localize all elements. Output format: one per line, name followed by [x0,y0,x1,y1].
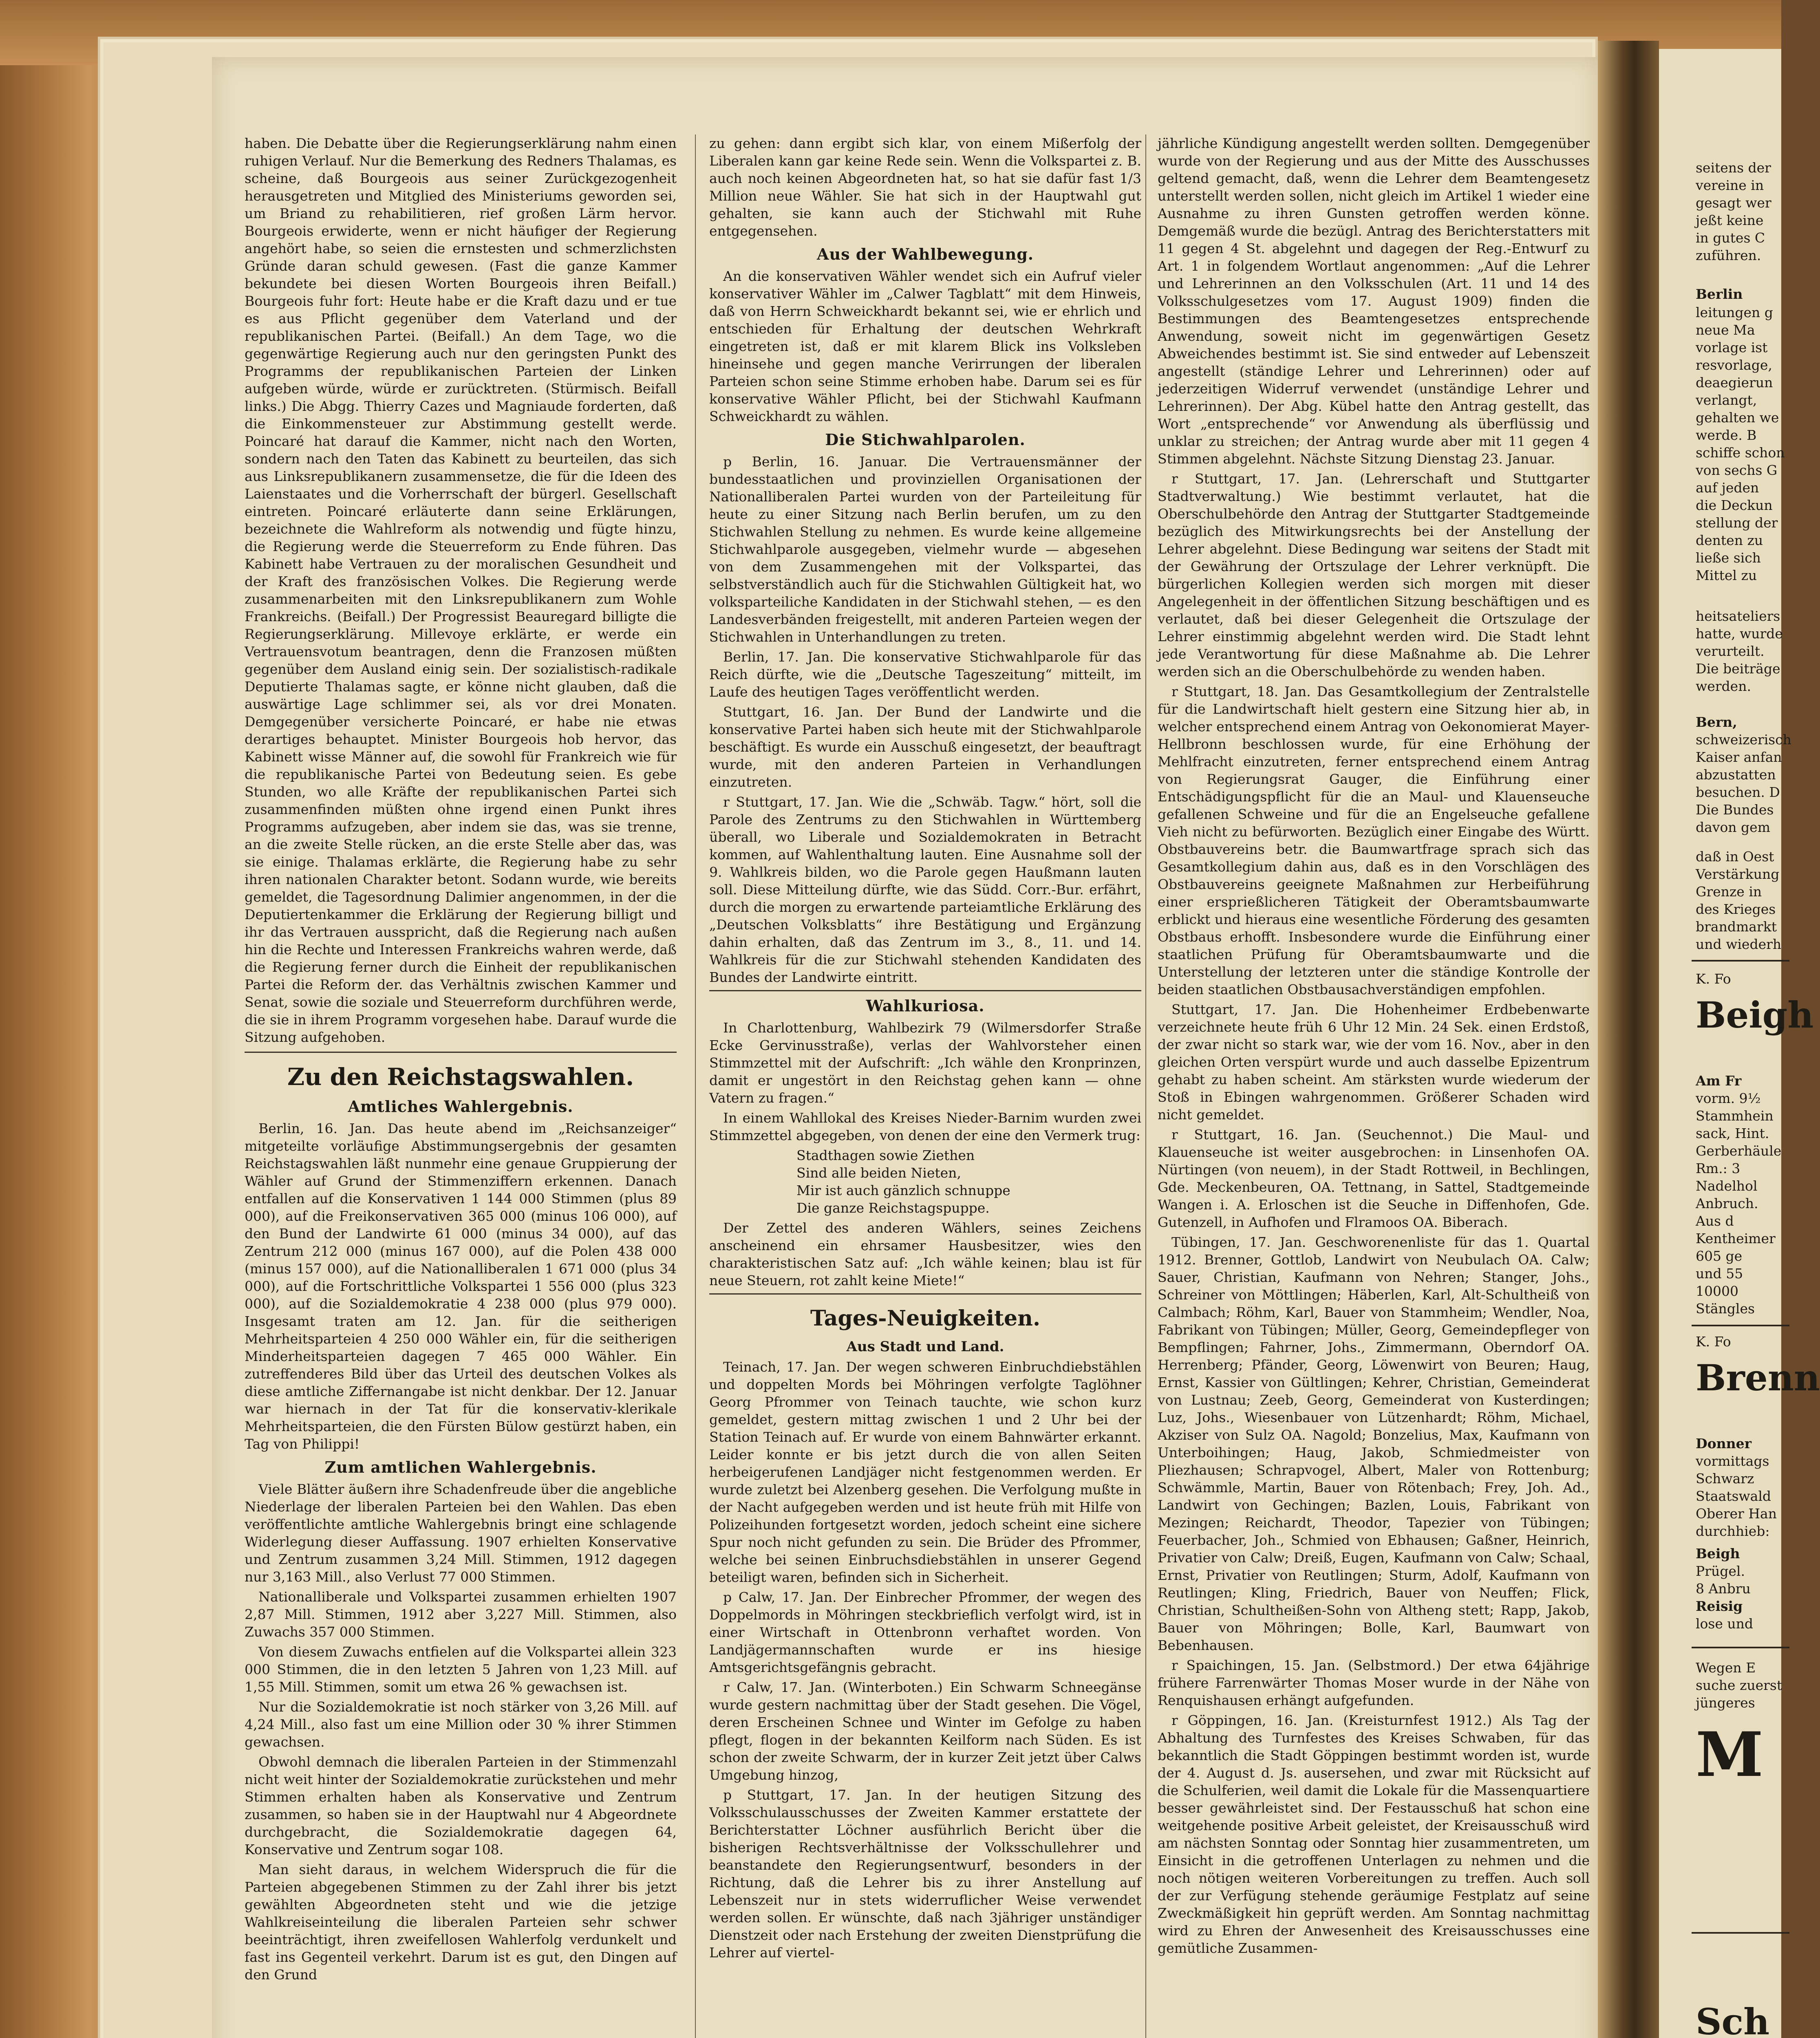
text-line: Rm.: 3 [1696,1160,1741,1176]
text-line: Reisig [1696,1598,1743,1614]
text-line: die Deckun [1696,497,1773,513]
ad-heading: Brenn [1696,1356,1820,1399]
heading-amtliches-wahlergebnis: Amtliches Wahlergebnis. [348,1097,574,1116]
poem [709,1147,1141,1217]
text-line: lose und [1696,1616,1754,1632]
text-line: Kaiser anfan [1696,749,1782,765]
ad-heading: M [1696,1719,1764,1791]
paragraph: r Göppingen, 16. Jan. (Kreisturnfest 1912.) Als Tag der Abhaltung des Turnfestes des Kreises Schwaben, für das bekanntlich die Stadt Göppingen bestimmt worden ist, wurde der 4. August d. Js. ausersehen, und zwar mit Rücksicht auf die Schulferien, weil damit die Lokale für die Massenquartiere besser gewährleistet sind. Der Festausschuß hat schon eine weitgehende positive Arbeit geleistet, der Kreisausschuß wird am nächsten Sonntag oder Sonntag hier zusammentreten, um Einsicht in die getroffenen Unterlagen zu nehmen und die noch nötigen weiteren Vorbereitungen zu treffen. Auch soll der zur Verfügung stehende geräumige Festplatz auf seine Zweckmäßigkeit hin geprüft werden. Am Sonntag nachmittag wird zu Ehren der Anwesenheit des Kreisausschusses eine gemütliche Zusammen- [1158,1712,1590,1956]
text-line: besuchen. D [1696,784,1780,800]
text-line: Wegen E [1696,1660,1756,1676]
text-line: Aus d [1696,1213,1734,1229]
paragraph: zu gehen: dann ergibt sich klar, von einem Mißerfolg der Liberalen kann gar keine Rede sein. Wenn die Volkspartei z. B. auch noch keinen Abgeordneten hat, so hat sie dafür fast 1/3 Million neue Wähler. Sie hat sich in der Hauptwahl gut gehalten, sie kann auch der Stichwahl mit Ruhe entgegensehen. [709,135,1141,239]
text-line: vorm. 9½ [1696,1090,1761,1106]
text-line: suche zuerst [1696,1677,1782,1693]
paragraph: Viele Blätter äußern ihre Schadenfreude über die angebliche Niederlage der liberalen Parteien bei den Wahlen. Das eben veröffentlichte amtliche Wahlergebnis bringt eine schlagende Widerlegung dieser Auffassung. 1907 erhielten Konservative und Zentrum zusammen 3,24 Mill. Stimmen, 1912 dagegen nur 3,163 Mill., also Verlust 77 000 Stimmen. [245,1481,677,1585]
text-line: verlangt, [1696,392,1757,408]
column-3 [1158,135,1590,1959]
paragraph: Tübingen, 17. Jan. Geschworenenliste für das 1. Quartal 1912. Brenner, Gottlob, Landwirt von Neubulach OA. Calw; Sauer, Christian, Kaufmann von Nehren; Stanger, Johs., Schreiner von Möttlingen; Häberlen, Karl, Alt-Schultheiß von Calmbach; Röhm, Karl, Bauer von Stammheim; Wendler, Noa, Fabrikant von Tübingen; Müller, Georg, Gemeindepfleger von Bempflingen; Fahrner, Johs., Zimmermann, Oberndorf OA. Herrenberg; Pfänder, Georg, Löwenwirt von Beuren; Haug, Ernst, Kassier von Gültlingen; Kehrer, Christian, Gemeinderat von Lustnau; Zeeb, Georg, Gemeinderat von Kusterdingen; Luz, Johs., Wiesenbauer von Lützenhardt; Röhm, Michael, Akziser von Sulz OA. Nagold; Bonzelius, Max, Kaufmann von Unterboihingen; Haug, Jakob, Schmiedmeister von Pliezhausen; Schrapvogel, Albert, Maler von Rottenburg; Schwämmle, Martin, Bauer von Rötenbach; Frey, Joh. Ad., Landwirt von Gechingen; Bazlen, Louis, Fabrikant von Mezingen; Reichardt, Theodor, Tapezier von Tübingen; Feuerbacher, Joh., Schmied von Ebhausen; Gaßner, Heinrich, Privatier von Calw; Dreiß, Eugen, Kaufmann von Calw; Schaal, Ernst, Privatier von Reutlingen; Sturm, Adolf, Kaufmann von Reutlingen; Kling, Friedrich, Bauer von Neuffen; Flick, Christian, Schultheißen-Sohn von Altheng stett; Rapp, Jakob, Bauer von Möhringen; Bolle, Karl, Baumwart von Bebenhausen. [1158,1234,1590,1653]
paragraph: Nationalliberale und Volkspartei zusammen erhielten 1907 2,87 Mill. Stimmen, 1912 aber 3,227 Mill. Stimmen, also Zuwachs 357 000 Stimmen. [245,1589,677,1640]
text-line: vormittags [1696,1453,1769,1469]
section-rule [709,990,1141,991]
text-line: Grenze in [1696,884,1762,900]
text-line: verurteilt. [1696,643,1765,659]
column-separator [1145,135,1146,2038]
paragraph: In einem Wahllokal des Kreises Nieder-Barnim wurden zwei Stimmzettel abgegeben, von denen der eine den Vermerk trug: [709,1110,1141,1143]
poem-line: Die ganze Reichstagspuppe. [796,1200,990,1216]
text-line: hatte, wurde [1696,626,1783,642]
text-line: Stängles [1696,1301,1755,1317]
ad-heading: Sch [1696,2001,1770,2038]
paragraph: r Calw, 17. Jan. (Winterboten.) Ein Schwarm Schneegänse wurde gestern nachmittag über der Stadt gesehen. Die Vögel, deren Erscheinen Schnee und Winter im Gefolge zu haben pflegt, flogen in der bekannten Keilform nach Süden. Es ist schon der zweite Schwarm, der in kurzer Zeit jetzt über Calws Umgebung hinzog, [709,1679,1141,1783]
paragraph: Nur die Sozialdemokratie ist noch stärker von 3,26 Mill. auf 4,24 Mill., also fast um eine Million oder 30 % ihrer Stimmen gewachsen. [245,1699,677,1750]
section-rule [1692,1325,1789,1326]
paragraph: Man sieht daraus, in welchem Widerspruch die für die Parteien abgegebenen Stimmen zu der Zahl ihrer bis jetzt gewählten Abgeordneten steht und wie die jetzige Wahlkreiseinteilung die liberalen Parteien sehr schwer beeinträchtigt, ihren zweifellosen Wahlerfolg verdunkelt und fast ins Gegenteil verkehrt. Darum ist es gut, den Dingen auf den Grund [245,1862,677,1983]
text-line: des Krieges [1696,901,1776,917]
text-line: Nadelhol [1696,1178,1758,1194]
paragraph: Stuttgart, 16. Jan. Der Bund der Landwirte und die konservative Partei haben sich heute mit der Stichwahlparole beschäftigt. Es wurde ein Ausschuß eingesetzt, der beauftragt wurde, mit den anderen Parteien in Verhandlungen einzutreten. [709,704,1141,790]
text-line: von sechs G [1696,462,1778,478]
text-line: K. Fo [1696,1334,1731,1350]
text-line: Stammhein [1696,1108,1774,1124]
text-line: Prügel. [1696,1563,1745,1579]
paragraph: Berlin, 17. Jan. Die konservative Stichwahlparole für das Reich dürfte, wie die „Deutsche Tageszeitung“ mitteilt, im Laufe des heutigen Tages veröffentlicht werden. [709,649,1141,700]
text-line: brandmarkt [1696,919,1777,935]
paragraph: In Charlottenburg, Wahlbezirk 79 (Wilmersdorfer Straße Ecke Gervinusstraße), verlas der Wahlvorsteher einen Stimmzettel mit der Aufschrift: „Ich wähle den Kronprinzen, damit er ungestört in den Reichstag gehen kann — ohne Vatern zu fragen.“ [709,1020,1141,1106]
text-line: Oberer Han [1696,1506,1777,1522]
text-line: resvorlage, [1696,357,1772,373]
text-line: Staatswald [1696,1488,1771,1504]
heading-wahlkuriosa: Wahlkuriosa. [866,997,985,1015]
text-line: Donner [1696,1436,1752,1451]
poem-line: Sind alle beiden Nieten, [796,1165,961,1181]
text-line: vorlage ist [1696,340,1768,355]
text-line: gesagt wer [1696,195,1771,211]
paragraph: Obwohl demnach die liberalen Parteien in der Stimmenzahl nicht weit hinter der Sozialdemokratie zurückstehen und mehr Stimmen erhalten haben als Konservative und Zentrum zusammen, so haben sie in der Hauptwahl nur 4 Abgeordnete durchgebracht, die Sozialdemokratie dagegen 64, Konservative und Zentrum sogar 108. [245,1754,677,1857]
text-line: Die beiträge [1696,661,1780,677]
paragraph: Teinach, 17. Jan. Der wegen schweren Einbruchdiebstählen und doppelten Mords bei Möhringen verfolgte Taglöhner Georg Pfrommer von Teinach tauchte, wie schon kurz gemeldet, gestern mittag zwischen 1 und 2 Uhr bei der Station Teinach auf. Er wurde von einem Bahnwärter erkannt. Leider konnte er bis jetzt durch die von allen Seiten herbeigerufenen Landjäger nicht festgenommen werden. Er wurde zuletzt bei Alzenberg gesehen. Die Verfolgung mußte in der Nacht aufgegeben werden und ist heute früh mit Hilfe von Polizeihunden fortgesetzt worden, jedoch scheint eine sichere Spur noch nicht gefunden zu sein. Die Brüder des Pfrommer, welche bei seinen Einbruchsdiebstählen in unserer Gegend beteiligt waren, befinden sich in Sicherheit. [709,1359,1141,1585]
text-line: ließe sich [1696,550,1761,566]
heading-stadt-und-land: Aus Stadt und Land. [846,1339,1004,1355]
text-line: werde. B [1696,427,1757,443]
text-line: Die Bundes [1696,802,1774,818]
text-line: deaegierun [1696,375,1773,390]
heading-wahlbewegung: Aus der Wahlbewegung. [816,245,1034,263]
text-line: sack, Hint. [1696,1125,1769,1141]
text-line: schiffe schon [1696,445,1785,461]
poem-line: Stadthagen sowie Ziethen [796,1147,975,1163]
heading-tages-neuigkeiten: Tages-Neuigkeiten. [810,1306,1041,1331]
text-line: schweizerisch [1696,732,1791,748]
section-rule [245,1052,677,1053]
paragraph: p Berlin, 16. Januar. Die Vertrauensmänner der bundesstaatlichen und provinziellen Organisationen der Nationalliberalen Partei wurden von der Parteileitung für heute zu einer Sitzung nach Berlin berufen, um zu den Stichwahlen Stellung zu nehmen. Es wurde keine allgemeine Stichwahlparole ausgegeben, vielmehr wurde — abgesehen von dem Zusammengehen mit der Volkspartei, das selbstverständlich auch für die Stichwahlen Gültigkeit hat, wo volksparteiliche Kandidaten in der Stichwahl stehen, — es den Landesverbänden freigestellt, mit anderen Parteien wegen der Stichwahlen in Unterhandlungen zu treten. [709,454,1141,645]
column-separator [695,135,696,2038]
column-1 [245,135,677,1986]
section-rule [1692,1932,1789,1934]
book-gutter [1598,41,1659,2038]
paragraph: Der Zettel des anderen Wählers, seines Zeichens anscheinend ein ehrsamer Hausbesitzer, wies den charakteristischen Satz auf: „Ich wähle keinen; blau ist für neue Steuern, rot zahlt keine Miete!“ [709,1220,1141,1288]
text-line: vereine in [1696,177,1764,193]
section-rule [709,1293,1141,1295]
text-line: Bern, [1696,714,1737,730]
paragraph: r Stuttgart, 18. Jan. Das Gesamtkollegium der Zentralstelle für die Landwirtschaft hielt gestern eine Sitzung hier ab, in welcher entsprechend einem Antrag von Oekonomierat Mayer-Hellbronn beschlossen wurde, für eine Erhöhung der Mehlfracht einzutreten, ferner entsprechend einem Antrag von Regierungsrat Gauger, die Einführung einer Entschädigungspflicht für die an Maul- und Klauenseuche gefallenen Schweine und für die an Engelseuche gefallene Vieh nicht zu befürworten. Bezüglich einer Eingabe des Württ. Obstbauvereins betr. die Baumwartfrage sprach sich das Gesamtkollegium dahin aus, daß es in den Vorschlägen des Obstbauvereins geeignete Maßnahmen zur Herbeiführung einer ersprießlicheren Tätigkeit der Oberamtsbaumwarte erblickt und hieraus eine wesentliche Förderung des gesamten Obstbaus erhofft. Insbesondere wurde die Einführung einer staatlichen Prüfung für Oberamtsbaumwarte und die Unterstellung der letzteren unter die ständige Kontrolle der beiden staatlichen Obstbausachverständigen empfohlen. [1158,684,1590,997]
text-line: denten zu [1696,532,1763,548]
text-line: stellung der [1696,515,1778,531]
text-line: Schwarz [1696,1471,1754,1487]
paragraph: r Stuttgart, 16. Jan. (Seuchennot.) Die Maul- und Klauenseuche ist weiter ausgebrochen: in Linsenhofen OA. Nürtingen (von neuem), in der Stadt Rottweil, in Bechlingen, Gde. Meckenbeuren, OA. Tettnang, in Sattel, Stadtgemeinde Wangen i. A. Erloschen ist die Seuche in Diffenhofen, Gde. Gutenzell, in Aufhofen und Flramoos OA. Biberach. [1158,1127,1590,1230]
text-line: auf jeden [1696,480,1759,496]
text-line: Am Fr [1696,1073,1742,1089]
text-line: heitsateliers [1696,608,1780,624]
text-line: daß in Oest [1696,849,1774,865]
text-line: und wiederh [1696,936,1782,952]
text-line: Mittel zu [1696,567,1757,583]
paragraph: An die konservativen Wähler wendet sich ein Aufruf vieler konservativer Wähler im „Calwer Tagblatt“ mit dem Hinweis, daß von Herrn Schweickhardt bekannt sei, wie er ehrlich und entschieden für Erhaltung der deutschen Wehrkraft eingetreten ist, daß er mit klarem Blick ins Volksleben hineinsehe und gegen manche Verirrungen der liberalen Parteien schon seine Stimme erhoben habe. Darum sei es für konservative Wähler Pflicht, bei der Stichwahl Kaufmann Schweickhardt zu wählen. [709,268,1141,424]
text-line: seitens der [1696,160,1771,176]
text-line: Gerberhäule [1696,1143,1782,1159]
text-line: und 55 [1696,1266,1743,1281]
text-line: K. Fo [1696,971,1731,987]
text-line: neue Ma [1696,322,1755,338]
text-line: durchhieb: [1696,1523,1770,1539]
paragraph: Von diesem Zuwachs entfielen auf die Volkspartei allein 323 000 Stimmen, die in den letzten 5 Jahren von 1,23 Mill. auf 1,55 Mill. Stimmen, somit um etwa 26 % gewachsen ist. [245,1644,677,1695]
text-line: Kentheimer [1696,1231,1776,1246]
poem-line: Mir ist auch gänzlich schnuppe [796,1182,1010,1198]
paragraph: Stuttgart, 17. Jan. Die Hohenheimer Erdbebenwarte verzeichnete heute früh 6 Uhr 12 Min. 24 Sek. einen Erdstoß, der zwar nicht so stark war, wie der vom 16. Nov., aber in den gleichen Orten verspürt wurde und auch dasselbe Epizentrum gehabt zu haben scheint. Am stärksten wurde wiederum der Stoß in Ebingen wahrgenommen. Größerer Schaden wird nicht gemeldet. [1158,1001,1590,1123]
paragraph: r Stuttgart, 17. Jan. Wie die „Schwäb. Tagw.“ hört, soll die Parole des Zentrums zu den Stichwahlen in Württemberg überall, wo Liberale und Sozialdemokraten in Betracht kommen, auf Wahlenthaltung lauten. Eine Ausnahme soll der 9. Wahlkreis bilden, wo die Parole gegen Haußmann lauten soll. Diese Mitteilung dürfte, wie das Südd. Corr.-Bur. erfährt, durch die morgen zu erwartende parteiamtliche Erklärung des „Deutschen Volksblatts“ ihre Bestätigung und Ergänzung dahin erhalten, daß das Zentrum im 3., 8., 11. und 14. Wahlkreis für die zur Stichwahl stehenden Kandidaten des Bundes der Landwirte eintritt. [709,794,1141,985]
text-line: zuführen. [1696,247,1761,263]
facing-page [1659,49,1820,2038]
paragraph: p Calw, 17. Jan. Der Einbrecher Pfrommer, der wegen des Doppelmords in Möhringen steckbrieflich verfolgt wird, ist in einer Wirtschaft in Ottenbronn verhaftet worden. Von Landjägermannschaften wurde er ins hiesige Amtsgerichtsgefängnis gebracht. [709,1589,1141,1675]
text-line: werden. [1696,678,1751,694]
article-berlin-results: Berlin, 16. Jan. Das heute abend im „Reichsanzeiger“ mitgeteilte vorläufige Abstimmungsergebnis der gesamten Reichstagswahlen läßt nunmehr eine genaue Gruppierung der Wähler auf Grund der Stimmenziffern erkennen. Danach entfallen auf die Konservativen 1 144 000 Stimmen (plus 89 000), auf die Freikonservativen 365 000 (minus 106 000), auf den Bund der Landwirte 61 000 (minus 34 000), auf das Zentrum 212 000 (minus 167 000), auf die Polen 438 000 (minus 157 000), auf die Nationalliberalen 1 671 000 (plus 34 000), auf die Fortschrittliche Volkspartei 1 556 000 (plus 323 000), auf die Sozialdemokratie 4 238 000 (plus 979 000). Insgesamt traten am 12. Jan. für die seitherigen Mehrheitsparteien 4 250 000 Wähler ein, für die seitherigen Minderheitsparteien dagegen 7 465 000 Wähler. Ein zutreffenderes Bild über das Urteil des deutschen Volkes als diese amtliche Ziffernangabe ist nicht denkbar. Der 12. Januar war hiernach in der Tat für die konservativ-klerikale Mehrheitsparteien, die den Fürsten Bülow gestürzt haben, ein Tag von Philippi! [245,1120,677,1452]
heading-stichwahlparolen: Die Stichwahlparolen. [825,430,1026,449]
ad-heading: Beigh [1696,994,1814,1036]
heading-zum-amtlichen: Zum amtlichen Wahlergebnis. [324,1458,597,1476]
paragraph: jährliche Kündigung angestellt werden sollten. Demgegenüber wurde von der Regierung und aus der Mitte des Ausschusses geltend gemacht, daß, wenn die Lehrer dem Beamtengesetz unterstellt werden sollen, nicht gleich im Artikel 1 wieder eine Ausnahme zu ihren Gunsten getroffen werden könne. Demgemäß wurde die bezügl. Antrag des Berichterstatters mit 11 gegen 4 St. abgelehnt und dagegen der Reg.-Entwurf zu Art. 1 in folgendem Wortlaut angenommen: „Auf die Lehrer und Lehrerinnen an den Volksschulen (Art. 11 und 14 des Volksschulgesetzes vom 17. August 1909) finden die Bestimmungen des Beamtengesetzes entsprechende Anwendung, soweit nicht im gegenwärtigen Gesetz Abweichendes bestimmt ist. Sie sind entweder auf Lebenszeit angestellt (ständige Lehrer und Lehrerinnen) oder auf jederzeitigen Widerruf verwendet (unständige Lehrer und Lehrerinnen). Der Abg. Kübel hatte den Antrag gestellt, das Wort „entsprechende“ vor Anwendung als überflüssig und unklar zu streichen; der Antrag wurde aber mit 11 gegen 4 Stimmen abgelehnt. Nächste Sitzung Dienstag 23. Januar. [1158,135,1590,467]
text-line: davon gem [1696,819,1770,835]
text-line: 10000 [1696,1283,1738,1299]
text-line: 8 Anbru [1696,1581,1751,1597]
text-line: abzustatten [1696,767,1776,783]
text-line: Verstärkung [1696,866,1780,882]
text-line: in gutes C [1696,230,1765,246]
article-france-debate: haben. Die Debatte über die Regierungserklärung nahm einen ruhigen Verlauf. Nur die Bemerkung des Redners Thalamas, es scheine, daß Bourgeois aus seiner Zurückgezogenheit herausgetreten und Mitglied des Ministeriums geworden sei, um Briand zu rehabilitieren, rief großen Lärm hervor. Bourgeois erwiderte, wenn er nicht häufiger der Regierung angehört habe, so seien die ernstesten und schmerzlichsten Gründe daran schuld gewesen. (Fast die ganze Kammer bekundete bei diesen Worten Bourgeois ihren Beifall.) Bourgeois fuhr fort: Heute habe er die Kraft dazu und er tue es aus Pflicht gegenüber dem Vaterland und der republikanischen Partei. (Beifall.) An dem Tage, wo die gegenwärtige Regierung auch nur den geringsten Punkt des Programms der republikanischen Parteien der Linken aufgeben würde, würde er zurücktreten. (Stürmisch. Beifall links.) Die Abgg. Thierry Cazes und Magniaude forderten, daß die Einkommensteuer zur Abstimmung gestellt werde. Poincaré hat darauf die Kammer, nicht nach den Worten, sondern nach den Taten das Kabinett zu beurteilen, das sich aus Linksrepublikanern zusammensetze, die für die Ideen des Laienstaates und die Vorherrschaft der bürgerl. Gesellschaft eintreten. Poincaré erläuterte dann seine Erklärungen, bezeichnete die Wahlreform als notwendig und fügte hinzu, die Regierung werde die Steuerreform zu Ende führen. Das Kabinett habe Vertrauen zu der moralischen Gesundheit und der Kraft des französischen Volkes. Die Regierung werde zusammenarbeiten mit den Linksrepublikanern zum Wohle Frankreichs. (Beifall.) Der Progressist Beauregard billigte die Regierungserklärung. Millevoye erklärte, er werde ein Vertrauensvotum beantragen, denn die Franzosen müßten gegenüber dem Ausland einig sein. Der sozialistisch-radikale Deputierte Thalamas sagte, er könne nicht glauben, daß die auswärtige Lage schlimmer sei, als vor drei Monaten. Demgegenüber versicherte Poincaré, er habe nie etwas derartiges behauptet. Minister Bourgeois hob hervor, das Kabinett wisse Männer auf, die sowohl für Frankreich wie für die republikanische Partei von Bedeutung seien. Es gebe Stunden, wo alle Kräfte der republikanischen Partei sich zusammenfinden müßten ohne irgend einen Punkt ihres Programms aufzugeben, aber indem sie das, was sie trenne, an die zweite Stelle rücken, an die erste Stelle aber das, was sie einige. Thalamas erklärte, die Regierung habe zu sehr ihren nationalen Charakter betont. Sodann wurde, wie bereits gemeldet, die Tagesordnung Dalimier angenommen, in der die Deputiertenkammer die Erklärung der Regierung billigt und ihr das Vertrauen ausspricht, daß die Regierung nach außen hin die Rechte und Interessen Frankreichs wahren werde, daß die Regierung ferner durch die Einheit der republikanischen Partei die Reform der. das Verhältnis zwischen Kammer und Senat, sowie die soziale und Steuerreform durchführen werde, die sie in ihrem Programm vorgesehen habe. Darauf wurde die Sitzung aufgehoben. [245,135,677,1045]
text-line: jüngeres [1696,1695,1755,1711]
text-line: Berlin [1696,286,1743,302]
text-line: gehalten we [1696,410,1779,426]
text-line: Beigh [1696,1546,1740,1562]
text-line: Anbruch. [1696,1195,1758,1211]
heading-reichstagswahlen: Zu den Reichstagswahlen. [287,1063,634,1091]
text-line: leitungen g [1696,304,1773,320]
paragraph: p Stuttgart, 17. Jan. In der heutigen Sitzung des Volksschulausschusses der Zweiten Kammer erstattete der Berichterstatter Löchner ausführlich Bericht über die bisherigen Rechtsverhältnisse der Volksschullehrer und beanstandete den Regierungsentwurf, besonders in der Richtung, daß die Lehrer bis zu ihrer Anstellung auf Lebenszeit nur in stets widerruflicher Weise verwendet werden sollen. Er wünschte, daß nach 3jähriger unständiger Dienstzeit oder nach Erstehung der zweiten Dienstprüfung die Lehrer auf viertel- [709,1787,1141,1961]
column-2 [709,135,1141,1964]
text-line: jeßt keine [1696,212,1764,228]
text-line: 605 ge [1696,1248,1743,1264]
section-rule [1692,960,1789,962]
paragraph: r Stuttgart, 17. Jan. (Lehrerschaft und Stuttgarter Stadtverwaltung.) Wie bestimmt verlautet, hat die Oberschulbehörde den Antrag der Stuttgarter Stadtgemeinde bezüglich des Mitwirkungsrechts bei der Anstellung der Lehrer abgelehnt. Diese Bedingung war seitens der Stadt mit der Gewährung der Ortszulage der Lehrer verknüpft. Die bürgerlichen Kollegien werden sich morgen mit dieser Angelegenheit in der öffentlichen Sitzung beschäftigen und es verlautet, daß bei dieser Gelegenheit die Ortszulage der Lehrer einstimmig abgelehnt werden wird. Die Stadt lehnt jede Verantwortung für diese Maßnahme ab. Die Lehrer werden sich an die Oberschulbehörde zu wenden haben. [1158,471,1590,679]
paragraph: r Spaichingen, 15. Jan. (Selbstmord.) Der etwa 64jährige frühere Farrenwärter Thomas Moser wurde in der Nähe von Renquishausen erhängt aufgefunden. [1158,1657,1590,1708]
section-rule [1692,1647,1789,1648]
